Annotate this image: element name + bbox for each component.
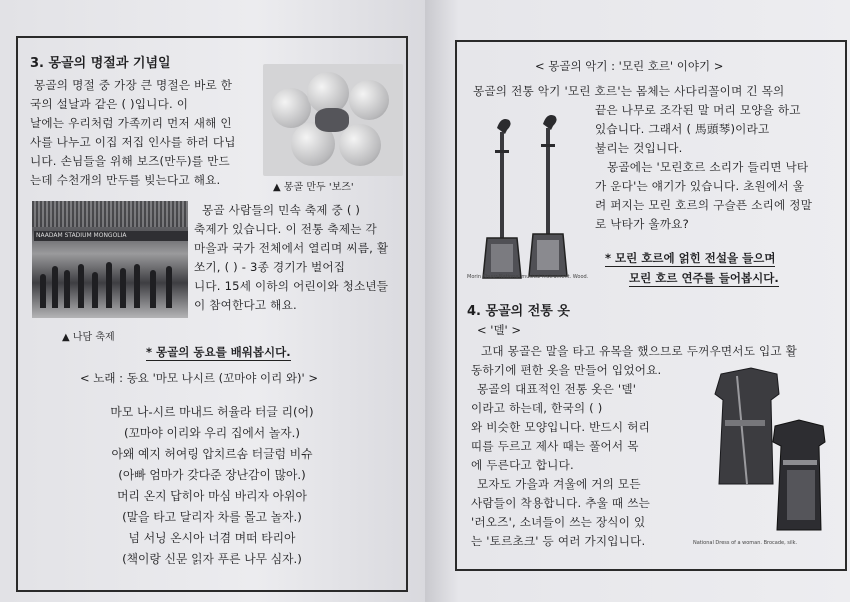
clothes-line: 에 두른다고 합니다. — [471, 458, 574, 472]
instrument-task: * 모린 호르에 얽힌 전설을 들으며 — [605, 251, 776, 265]
clothes-line: 고대 몽골은 말을 타고 유목을 했으므로 두꺼우면서도 입고 활 — [481, 344, 798, 358]
instrument-line: 가 운다'는 얘기가 있습니다. 초원에서 울 — [595, 179, 805, 193]
clothes-line: 모자도 가을과 겨울에 거의 모든 — [477, 477, 641, 491]
right-frame — [455, 40, 847, 571]
right-page — [425, 0, 850, 602]
clothes-line: 동하기에 편한 옷을 만들어 입었어요. — [471, 363, 662, 377]
holiday-line: 날에는 우리처럼 가족끼리 먼저 새해 인 — [30, 116, 232, 130]
instrument-photo-caption: Morin Khuur-National musical instrument. Wood. — [467, 274, 589, 280]
clothes-line: 와 비슷한 모양입니다. 반드시 허리 — [471, 420, 651, 434]
instrument-line: 로 낙타가 울까요? — [595, 217, 689, 231]
clothes-line: 이라고 하는데, 한국의 ( ) — [471, 401, 603, 415]
holiday-heading: 3. 몽골의 명절과 기념일 — [30, 56, 171, 71]
instrument-line: 불리는 것입니다. — [595, 141, 683, 155]
clothes-line: '러오즈', 소녀들이 쓰는 장식이 있 — [471, 515, 646, 529]
clothes-photo-caption: National Dress of a woman. Brocade, silk. — [693, 540, 798, 546]
instrument-line: 있습니다. 그래서 ( 馬頭琴)이라고 — [595, 122, 770, 136]
song-line: 마모 나-시르 마내드 허율라 터글 리(어) — [110, 405, 314, 419]
festival-line: 니다. 15세 이하의 어린이와 청소년들 — [194, 279, 389, 293]
deel-photo — [707, 360, 832, 535]
holiday-line: 니다. 손님들을 위해 보즈(만두)를 만드 — [30, 154, 230, 168]
holiday-line: 몽골의 명절 중 가장 큰 명절은 바로 한 — [34, 78, 233, 92]
instrument-line: 려 퍼지는 모린 호르의 구슬픈 소리에 정말 — [595, 198, 813, 212]
festival-line: 축제가 있습니다. 이 전통 축제는 각 — [194, 222, 377, 236]
clothes-line: 사람들이 착용합니다. 추울 때 쓰는 — [471, 496, 651, 510]
instrument-line: 몽골에는 '모린호르 소리가 들리면 낙타 — [607, 160, 809, 174]
festival-banner: NAADAM STADIUM MONGOLIA — [34, 231, 188, 241]
dumpling-caption: ▲ 몽골 만두 '보즈' — [273, 182, 354, 193]
song-line: 아왜 예지 허여링 압치르솜 터글럼 비슈 — [111, 447, 313, 461]
clothes-line: 몽골의 대표적인 전통 옷은 '델' — [477, 382, 637, 396]
song-line: (아빠 엄마가 갖다준 장난감이 많아.) — [118, 468, 306, 482]
holiday-line: 국의 설날과 같은 ( )입니다. 이 — [30, 97, 189, 111]
instrument-line: 끝은 나무로 조각된 말 머리 모양을 하고 — [595, 103, 801, 117]
festival-line: 몽골 사람들의 민속 축제 중 ( ) — [202, 203, 361, 217]
holiday-line: 는데 수천개의 만두를 빚는다고 해요. — [30, 173, 221, 187]
song-section-title: * 몽골의 동요를 배워봅시다. — [146, 345, 291, 359]
festival-line: 이 참여한다고 해요. — [194, 298, 297, 312]
dumpling-photo — [263, 64, 403, 176]
song-line: (책이랑 신문 읽자 푸른 나무 심자.) — [122, 552, 302, 566]
song-line: (꼬마야 이리와 우리 집에서 놀자.) — [123, 426, 301, 440]
instrument-task: 모린 호르 연주를 들어봅시다. — [629, 271, 779, 285]
festival-line: 쏘기, ( ) - 3종 경기가 벌어집 — [194, 260, 346, 274]
song-line: 머리 온지 답히아 마심 바리자 아위아 — [117, 489, 307, 503]
instrument-title: < 몽골의 악기 : '모린 호르' 이야기 > — [535, 59, 724, 73]
festival-caption: ▲ 나담 축제 — [62, 332, 115, 343]
clothes-heading: 4. 몽골의 전통 옷 — [467, 304, 570, 319]
clothes-subtitle: < '델' > — [477, 323, 522, 337]
clothes-line: 는 '토르초크' 등 여러 가지입니다. — [471, 534, 646, 548]
song-line: 넘 서닝 온시아 너겸 며떠 타리아 — [128, 531, 296, 545]
left-frame — [16, 36, 408, 592]
song-line: (말을 타고 달리자 차를 몰고 놀자.) — [122, 510, 302, 524]
song-title: < 노래 : 동요 '마모 나시르 (꼬마야 이리 와)' > — [80, 371, 318, 385]
holiday-line: 사를 나누고 이집 저집 인사를 하러 다닙 — [30, 135, 236, 149]
instrument-line: 몽골의 전통 악기 '모린 호르'는 몸체는 사다리꼴이며 긴 목의 — [473, 84, 785, 98]
festival-line: 마을과 국가 전체에서 열리며 씨름, 활 — [194, 241, 389, 255]
morin-khuur-photo — [467, 110, 587, 280]
festival-photo — [32, 201, 188, 318]
clothes-line: 띠를 두르고 제사 때는 풀어서 목 — [471, 439, 639, 453]
